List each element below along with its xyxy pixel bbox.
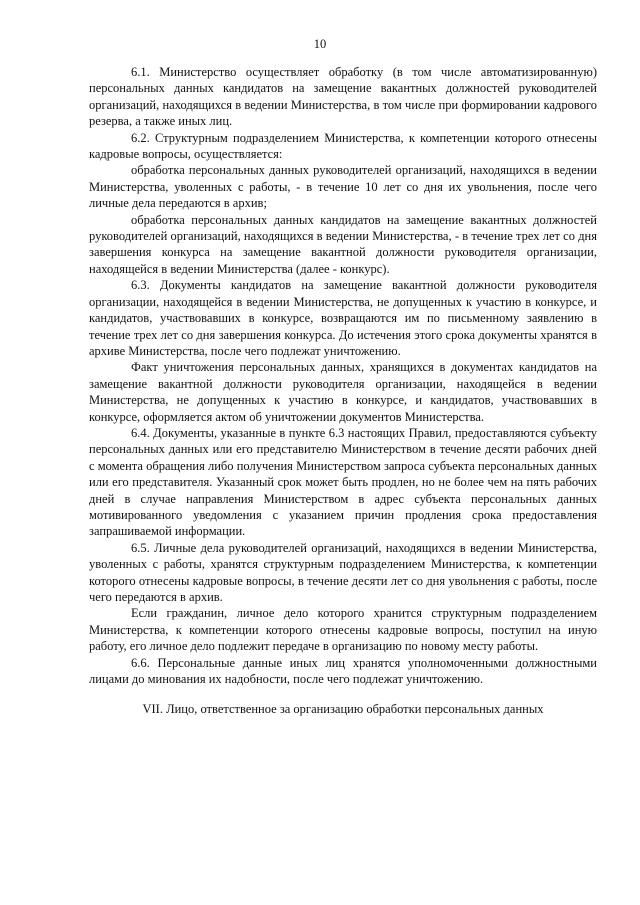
document-body xyxy=(89,64,597,718)
paragraph-6-1: 6.1. Министерство осуществляет обработку (в том числе автоматизированную) персональных данных кандидатов на замещение вакантных должностей руководителей организаций, находящихся в ведении Министерства, в том числе при формировании кадрового резерва, а также иных лиц. xyxy=(89,65,597,129)
paragraph-6-2-item-2: обработка персональных данных кандидатов на замещение вакантных должностей руководителей организаций, находящихся в ведении Министерства, - в течение трех лет со дня завершения конкурса на замещение вакантной должности руководителя организации, находящейся в ведении Министерства (далее - конкурс). xyxy=(89,212,597,276)
page-number: 10 xyxy=(313,37,327,51)
section-heading: VII. Лицо, ответственное за организацию обработки персональных данных xyxy=(142,702,544,717)
paragraph-6-6: 6.6. Персональные данные иных лиц хранятся уполномоченными должностными лицами до минования их надобности, после чего подлежат уничтожению. xyxy=(89,655,597,687)
paragraph-6-3-destruction: Факт уничтожения персональных данных, хранящихся в документах кандидатов на замещение вакантной должности руководителя организации, находящейся в ведении Министерства, не допущенных к участию в конкурсе, и кандидатов, участвовавших в конкурсе, оформляется актом об уничтожении документов Министерства. xyxy=(89,360,597,424)
paragraph-6-2: 6.2. Структурным подразделением Министерства, к компетенции которого отнесены кадровые вопросы, осуществляется: xyxy=(89,130,597,162)
paragraph-6-4: 6.4. Документы, указанные в пункте 6.3 настоящих Правил, предоставляются субъекту персональных данных или его представителю Министерством в течение десяти рабочих дней с момента обращения либо получения Министерством запроса субъекта персональных данных или его представителя. Указанный срок может быть продлен, но не более чем на пять рабочих дней в случае направления Министерством в адрес субъекта персональных данных мотивированного уведомления с указанием причин продления срока предоставления запрашиваемой информации. xyxy=(89,425,597,539)
paragraph-6-2-item-1: обработка персональных данных руководителей организаций, находящихся в ведении Министерства, уволенных с работы, - в течение 10 лет со дня их увольнения, после чего личные дела передаются в архив; xyxy=(89,163,597,211)
paragraph-6-5-transfer: Если гражданин, личное дело которого хранится структурным подразделением Министерства, к компетенции которого отнесены кадровые вопросы, поступил на иную работу, его личное дело подлежит передаче в организацию по новому месту работы. xyxy=(89,606,597,654)
paragraph-6-3: 6.3. Документы кандидатов на замещение вакантной должности руководителя организации, находящейся в ведении Министерства, не допущенных к участию в конкурсе, и кандидатов, участвовавших в конкурсе, возвращаются им по письменному заявлению в течение трех лет со дня завершения конкурса. До истечения этого срока документы хранятся в архиве Министерства, после чего подлежат уничтожению. xyxy=(89,278,597,358)
paragraph-6-5: 6.5. Личные дела руководителей организаций, находящихся в ведении Министерства, уволенных с работы, хранятся структурным подразделением Министерства, к компетенции которого отнесены кадровые вопросы, в течение десяти лет со дня увольнения с работы, после чего передаются в архив. xyxy=(89,540,597,604)
